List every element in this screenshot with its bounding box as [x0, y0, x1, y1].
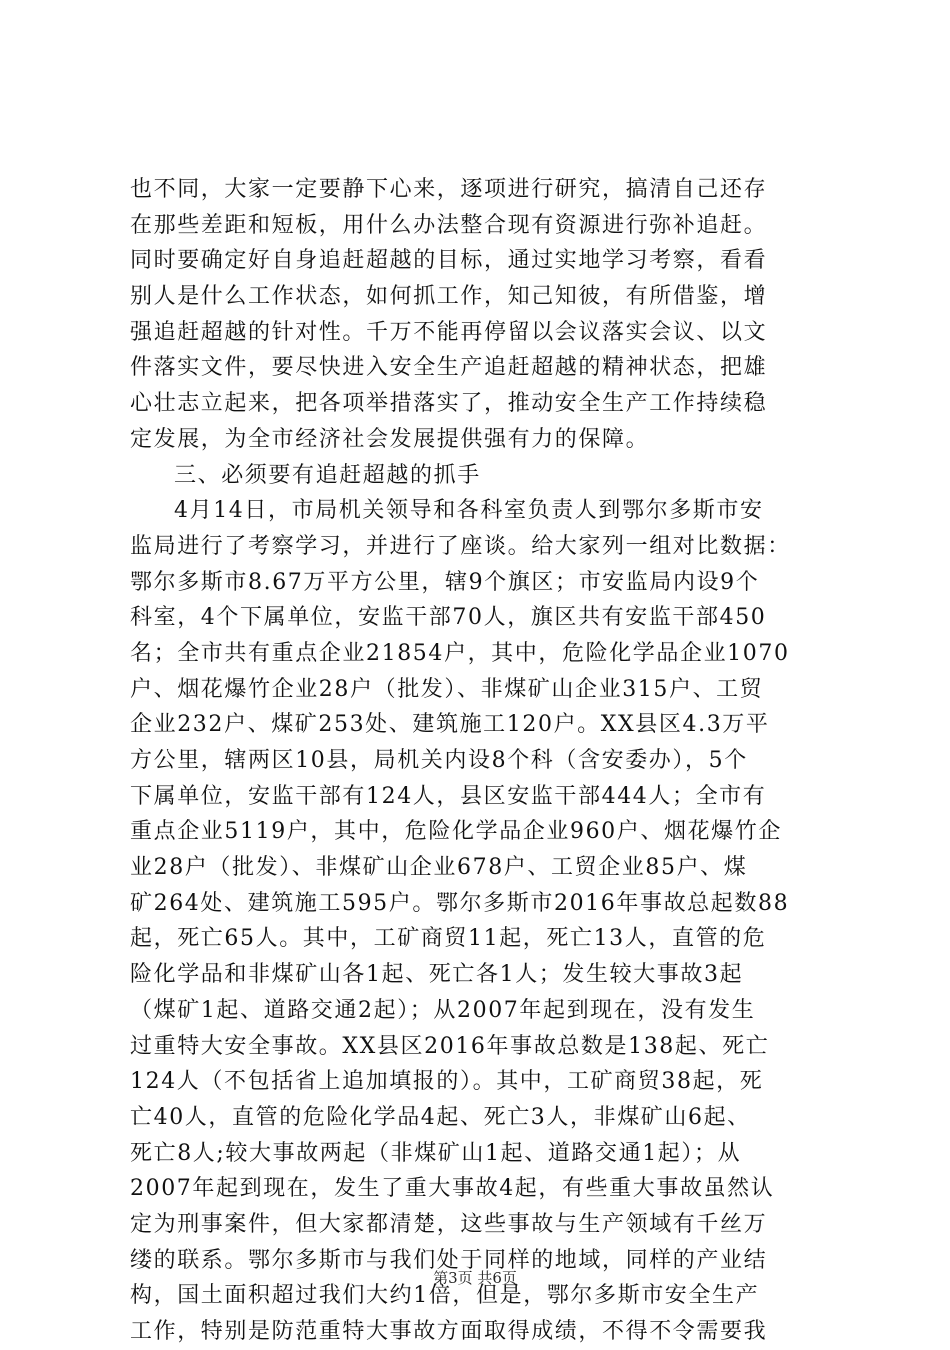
text-line: 矿264处、建筑施工595户。鄂尔多斯市2016年事故总起数88 — [130, 890, 790, 916]
text-line: 缕的联系。鄂尔多斯市与我们处于同样的地域，同样的产业结 — [130, 1247, 768, 1273]
text-line: 方公里，辖两区10县，局机关内设8个科（含安委办），5个 — [130, 748, 748, 773]
text-line: 死亡8人;较大事故两起（非煤矿山1起、道路交通1起）；从 — [130, 1140, 742, 1166]
text-line: 企业232户、煤矿253处、建筑施工120户。XX县区4.3万平 — [130, 712, 770, 738]
text-line: 业28户（批发）、非煤矿山企业678户、工贸企业85户、煤 — [130, 855, 748, 881]
section-heading: 三、必须要有追赶超越的抓手 — [174, 462, 481, 488]
text-line: 件落实文件，要尽快进入安全生产追赶超越的精神状态，把雄 — [130, 355, 768, 381]
text-line: 定为刑事案件，但大家都清楚，这些事故与生产领域有千丝万 — [130, 1211, 768, 1237]
text-line: 2007年起到现在，发生了重大事故4起，有些重大事故虽然认 — [130, 1176, 775, 1202]
text-line: 强追赶超越的针对性。千万不能再停留以会议落实会议、以文 — [130, 319, 768, 345]
text-line: 构，国土面积超过我们大约1倍，但是，鄂尔多斯市安全生产 — [130, 1283, 760, 1309]
page-number-footer: 第3页 共6页 — [433, 1269, 517, 1287]
text-line: 4月14日，市局机关领导和各科室负责人到鄂尔多斯市安 — [174, 498, 764, 524]
text-line: 同时要确定好自身追赶超越的目标，通过实地学习考察，看看 — [130, 248, 768, 274]
text-line: 科室，4个下属单位，安监干部70人，旗区共有安监干部450 — [130, 605, 767, 631]
body-text — [130, 172, 830, 1350]
text-line: 亡40人，直管的危险化学品4起、死亡3人，非煤矿山6起、 — [130, 1104, 751, 1130]
text-line: 户、烟花爆竹企业28户（批发）、非煤矿山企业315户、工贸 — [130, 676, 764, 702]
text-line: （煤矿1起、道路交通2起）；从2007年起到现在，没有发生 — [130, 997, 756, 1023]
text-line: 重点企业5119户，其中，危险化学品企业960户、烟花爆竹企 — [130, 819, 782, 845]
text-line: 别人是什么工作状态，如何抓工作，知己知彼，有所借鉴，增 — [130, 284, 768, 310]
text-line: 下属单位，安监干部有124人，县区安监干部444人；全市有 — [130, 783, 767, 809]
text-line: 也不同，大家一定要静下心来，逐项进行研究，搞清自己还存 — [130, 177, 768, 202]
text-line: 鄂尔多斯市8.67万平方公里，辖9个旗区；市安监局内设9个 — [130, 569, 760, 595]
text-line: 定发展，为全市经济社会发展提供强有力的保障。 — [130, 426, 650, 452]
text-line: 工作，特别是防范重特大事故方面取得成绩，不得不令需要我 — [130, 1319, 768, 1344]
text-line: 124人（不包括省上追加填报的）。其中，工矿商贸38起，死 — [130, 1069, 764, 1095]
text-line: 心壮志立起来，把各项举措落实了，推动安全生产工作持续稳 — [130, 391, 768, 417]
text-line: 监局进行了考察学习，并进行了座谈。给大家列一组对比数据： — [130, 533, 791, 559]
text-line: 险化学品和非煤矿山各1起、死亡各1人；发生较大事故3起 — [130, 962, 744, 988]
text-line: 过重特大安全事故。XX县区2016年事故总数是138起、死亡 — [130, 1033, 770, 1059]
text-line: 起，死亡65人。其中，工矿商贸11起，死亡13人，直管的危 — [130, 926, 767, 952]
text-line: 名；全市共有重点企业21854户，其中，危险化学品企业1070 — [130, 640, 790, 666]
text-line: 在那些差距和短板，用什么办法整合现有资源进行弥补追赶。 — [130, 212, 768, 238]
